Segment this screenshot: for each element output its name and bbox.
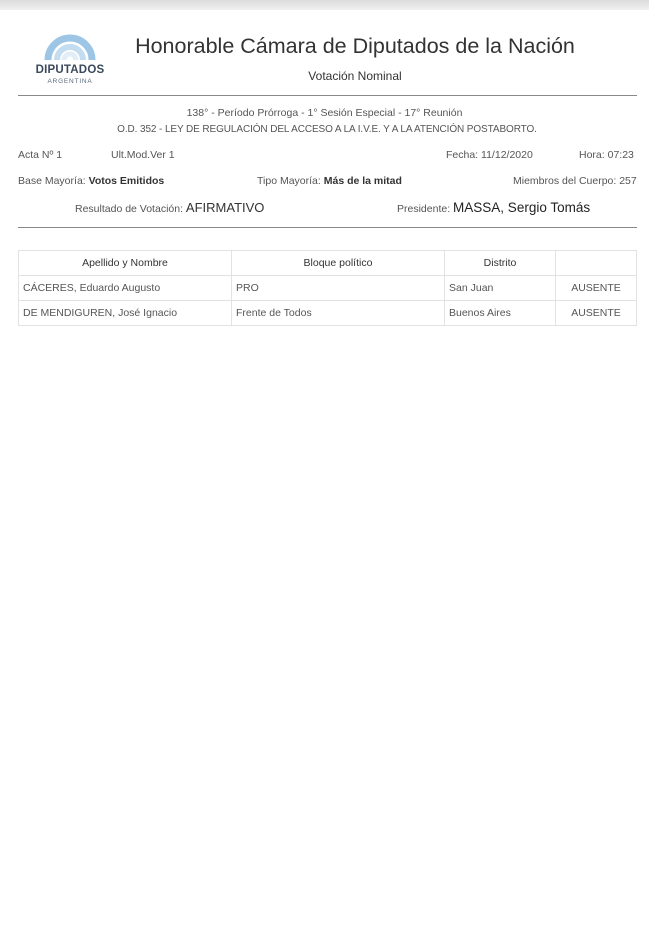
result-value: AFIRMATIVO xyxy=(185,200,265,215)
table-header-row xyxy=(19,251,637,276)
votes-table xyxy=(18,250,637,326)
table-row xyxy=(19,301,637,326)
time-value: 07:23 xyxy=(607,149,634,161)
cell-district: Buenos Aires xyxy=(445,301,556,326)
browser-top-bar xyxy=(0,0,649,10)
cell-name: CÁCERES, Eduardo Augusto xyxy=(19,276,232,301)
cell-vote: AUSENTE xyxy=(556,276,637,301)
meta-divider xyxy=(18,227,637,228)
result-label: Resultado de Votación: xyxy=(75,203,183,215)
members-count xyxy=(513,175,637,187)
last-modified: Ult.Mod.Ver 1 xyxy=(111,149,175,161)
majority-type xyxy=(257,175,402,187)
tipo-value: Más de la mitad xyxy=(323,175,402,187)
cell-bloc: Frente de Todos xyxy=(232,301,445,326)
col-header-name: Apellido y Nombre xyxy=(19,251,232,276)
col-header-vote xyxy=(556,251,637,276)
cell-name: DE MENDIGUREN, José Ignacio xyxy=(19,301,232,326)
header-divider xyxy=(18,95,637,96)
base-label: Base Mayoría: xyxy=(18,175,86,187)
cell-bloc: PRO xyxy=(232,276,445,301)
base-majority xyxy=(18,175,164,187)
session-line: 138° - Período Prórroga - 1° Sesión Especial - 17° Reunión xyxy=(186,107,463,119)
president-label: Presidente: xyxy=(397,203,451,215)
table-row xyxy=(19,276,637,301)
time-field xyxy=(579,149,634,161)
col-header-district: Distrito xyxy=(445,251,556,276)
document-page xyxy=(0,10,649,926)
president-name: MASSA, Sergio Tomás xyxy=(453,200,591,215)
order-line: O.D. 352 - LEY DE REGULACIÓN DEL ACCESO A LA I.V.E. Y A LA ATENCIÓN POSTABORTO. xyxy=(117,124,537,135)
base-value: Votos Emitidos xyxy=(88,175,165,187)
logo-name: DIPUTADOS xyxy=(35,64,105,76)
president xyxy=(397,200,590,215)
date-field xyxy=(446,149,533,161)
page-subtitle: Votación Nominal xyxy=(308,69,402,83)
sun-arc-icon xyxy=(42,26,98,62)
members-value: 257 xyxy=(619,175,637,187)
date-value: 11/12/2020 xyxy=(481,149,533,161)
cell-vote: AUSENTE xyxy=(556,301,637,326)
time-label: Hora: xyxy=(579,149,605,161)
date-label: Fecha: xyxy=(446,149,479,161)
cell-district: San Juan xyxy=(445,276,556,301)
tipo-label: Tipo Mayoría: xyxy=(257,175,321,187)
diputados-logo xyxy=(30,26,110,86)
vote-result xyxy=(75,200,264,215)
acta-number: Acta Nº 1 xyxy=(18,149,63,161)
members-label: Miembros del Cuerpo: xyxy=(513,175,617,187)
page-title: Honorable Cámara de Diputados de la Nación xyxy=(135,34,575,58)
logo-country: ARGENTINA xyxy=(47,78,93,85)
col-header-bloc: Bloque político xyxy=(232,251,445,276)
